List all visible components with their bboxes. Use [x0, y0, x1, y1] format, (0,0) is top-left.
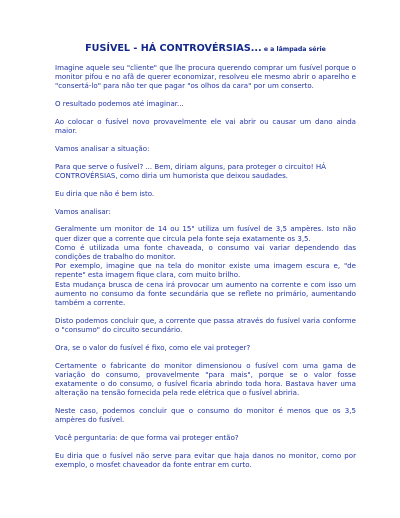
paragraph-analyze: Vamos analisar: [55, 206, 111, 216]
paragraph-conclusion-current: Disto podemos concluir que, a corrente que passa através do fusível varia conforme o "consumo" do circuito secundário. [55, 315, 356, 335]
title-main: FUSÍVEL - HÁ CONTROVÉRSIAS... [85, 43, 262, 54]
paragraph-how-protect: Você perguntaria: de que forma vai proteger então? [55, 433, 239, 443]
paragraph-result: O resultado podemos até imaginar... [55, 99, 184, 109]
paragraph-not-quite: Eu diria que não é bem isto. [55, 188, 155, 198]
paragraph-answer: Eu diria que o fusível não serve para evitar que haja danos no monitor, como por exemplo, o mosfet chaveador da fonte entrar em curto. [55, 450, 356, 470]
page-title [55, 40, 356, 56]
paragraph-example: Por exemplo, imagine que na tela do monitor existe uma imagem escura e, "de repente" esta imagem fique clara, com muito brilho. [55, 261, 356, 280]
paragraph-intro: Imagine aquele seu "cliente" que lhe procura querendo comprar um fusível porque o monitor pifou e no afã de querer economizar, resolveu ele mesmo abrir o aparelho e "consertá-lo" para não ter que pagar "os olhos da cara" por um conserto. [55, 63, 356, 91]
paragraph-fixed-value-question: Ora, se o valor do fusível é fixo, como ele vai proteger? [55, 342, 251, 352]
paragraph-consumption-conclusion: Neste caso, podemos concluir que o consumo do monitor é menos que os 3,5 ampères do fusível. [55, 406, 356, 425]
paragraph-switching-supply: Como é utilizada uma fonte chaveada, o consumo vai variar dependendo das condições de trabalho do monitor. [55, 242, 356, 261]
paragraph-scene-change: Esta mudança brusca de cena irá provocar um aumento na corrente e com isso um aumento no consumo da fonte secundária que se reflete no primário, aumentando também a corrente. [55, 279, 356, 308]
title-subtitle: e a lâmpada série [261, 46, 326, 53]
paragraph-manufacturer: Certamente o fabricante do monitor dimensionou o fusível com uma gama de variação do consumo, provavelmente "para mais", porque se o valor fosse exatamente o do consumo, o fusível ficaria abrindo toda hora. Bastava haver uma alteração na tensão fornecida pela rede elétrica que o fusível abriria. [55, 360, 356, 398]
paragraph-new-fuse: Ao colocar o fusível novo provavelmente ele vai abrir ou causar um dano ainda maior. [55, 117, 356, 136]
paragraph-fuse-purpose: Para que serve o fusível? ... Bem, diriam alguns, para proteger o circuito! HÁ CONTROVÉRSIAS, como diria um humorista que deixou saudades. [55, 161, 326, 180]
paragraph-analyze-situation: Vamos analisar a situação: [55, 144, 150, 153]
paragraph-monitor-fuse: Geralmente um monitor de 14 ou 15" utiliza um fusível de 3,5 ampères. Isto não quer dizer que a corrente que circula pela fonte seja exatamente os 3,5. [55, 224, 356, 243]
